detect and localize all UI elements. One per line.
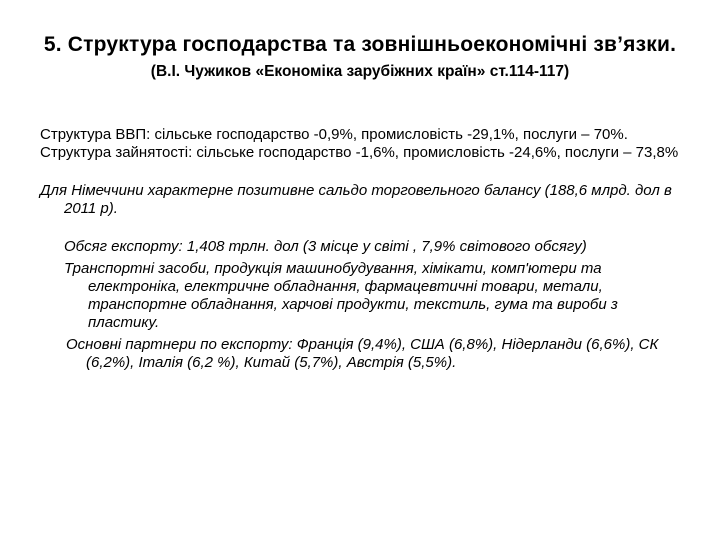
slide-body xyxy=(40,126,690,372)
slide-subtitle: (В.І. Чужиков «Економіка зарубіжних країн» ст.114-117) xyxy=(150,63,570,80)
employment-structure-text: Структура зайнятості: сільське господарство -1,6%, промисловість -24,6%, послуги – 73,8% xyxy=(40,144,679,161)
slide-title: 5. Структура господарства та зовнішньоекономічні зв’язки. xyxy=(43,33,677,56)
title-block xyxy=(40,30,680,82)
gdp-structure-text: Структура ВВП: сільське господарство -0,9%, промисловість -29,1%, послуги – 70%. xyxy=(40,126,628,143)
export-partners-text: Основні партнери по експорту: Франція (9,4%), США (6,8%), Нідерланди (6,6%), СК (6,2%), Італія (6,2 %), Китай (5,7%), Австрія (5,5%). xyxy=(66,336,659,371)
export-volume-text: Обсяг експорту: 1,408 трлн. дол (3 місце у світі , 7,9% світового обсягу) xyxy=(64,238,587,255)
trade-balance-text: Для Німеччини характерне позитивне сальдо торговельного балансу (188,6 млрд. дол в 2011 р). xyxy=(40,182,672,217)
export-goods-text: Транспортні засоби, продукція машинобудування, хімікати, комп'ютери та електроніка, електричне обладнання, фармацевтичні товари, метали, транспортне обладнання, харчові продукти, текстиль, гума та вироби з пластику. xyxy=(64,260,618,331)
